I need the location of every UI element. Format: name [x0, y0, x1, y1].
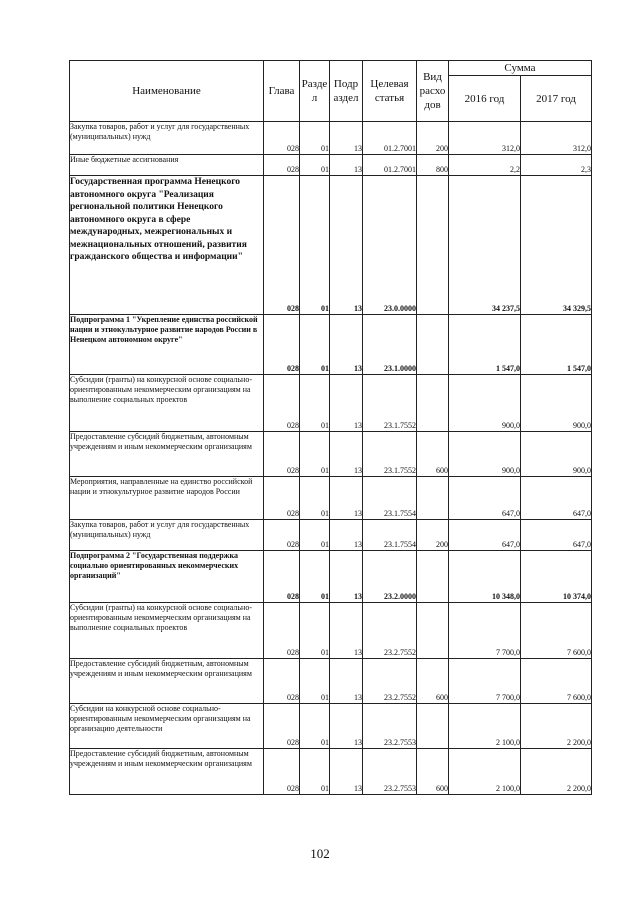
row-razdel: 01 [300, 749, 330, 795]
row-y2017: 1 547,0 [521, 315, 592, 375]
row-y2017: 2 200,0 [521, 704, 592, 749]
row-y2016: 312,0 [449, 122, 521, 155]
row-y2016: 647,0 [449, 520, 521, 551]
row-celevaya: 23.0.0000 [363, 176, 417, 315]
table-row [70, 375, 592, 432]
table-row [70, 477, 592, 520]
row-celevaya: 23.2.7552 [363, 603, 417, 659]
table-row [70, 176, 592, 315]
row-glava: 028 [264, 749, 300, 795]
page-number: 102 [310, 846, 330, 861]
row-glava: 028 [264, 704, 300, 749]
table-row [70, 704, 592, 749]
header-glava: Глава [264, 61, 300, 122]
row-podrazdel: 13 [330, 520, 363, 551]
row-name: Субсидии (гранты) на конкурсной основе социально-ориентированным некоммерческим организациям на выполнение социальных проектов [70, 375, 264, 432]
row-vid [417, 704, 449, 749]
row-y2017: 2 200,0 [521, 749, 592, 795]
header-row-top [70, 61, 592, 76]
row-celevaya: 23.2.0000 [363, 551, 417, 603]
row-podrazdel: 13 [330, 432, 363, 477]
header-podrazdel: Подр аздел [330, 61, 363, 122]
row-name: Предоставление субсидий бюджетным, автономным учреждениям и иным некоммерческим организациям [70, 432, 264, 477]
row-glava: 028 [264, 432, 300, 477]
row-y2016: 2,2 [449, 155, 521, 176]
row-glava: 028 [264, 520, 300, 551]
row-vid: 600 [417, 749, 449, 795]
row-y2017: 7 600,0 [521, 603, 592, 659]
row-vid [417, 315, 449, 375]
row-name: Иные бюджетные ассигнования [70, 155, 264, 176]
row-podrazdel: 13 [330, 122, 363, 155]
row-razdel: 01 [300, 659, 330, 704]
row-razdel: 01 [300, 520, 330, 551]
row-celevaya: 01.2.7001 [363, 155, 417, 176]
row-y2016: 10 348,0 [449, 551, 521, 603]
row-y2016: 900,0 [449, 375, 521, 432]
row-celevaya: 23.1.7552 [363, 375, 417, 432]
table-row [70, 155, 592, 176]
table-row [70, 520, 592, 551]
row-name: Субсидии (гранты) на конкурсной основе социально-ориентированным некоммерческим организациям на выполнение социальных проектов [70, 603, 264, 659]
row-y2017: 2,3 [521, 155, 592, 176]
row-vid: 600 [417, 432, 449, 477]
row-podrazdel: 13 [330, 749, 363, 795]
table-row [70, 659, 592, 704]
row-razdel: 01 [300, 704, 330, 749]
row-y2017: 900,0 [521, 432, 592, 477]
row-vid [417, 551, 449, 603]
row-y2017: 900,0 [521, 375, 592, 432]
row-y2016: 647,0 [449, 477, 521, 520]
row-y2017: 7 600,0 [521, 659, 592, 704]
row-podrazdel: 13 [330, 659, 363, 704]
row-celevaya: 23.1.7554 [363, 520, 417, 551]
row-vid [417, 477, 449, 520]
row-name: Закупка товаров, работ и услуг для государственных (муниципальных) нужд [70, 520, 264, 551]
row-name: Предоставление субсидий бюджетным, автономным учреждениям и иным некоммерческим организациям [70, 749, 264, 795]
row-vid: 200 [417, 122, 449, 155]
header-celevaya: Целевая статья [363, 61, 417, 122]
row-vid [417, 176, 449, 315]
row-y2017: 312,0 [521, 122, 592, 155]
row-name: Государственная программа Ненецкого автономного округа "Реализация региональной политики Ненецкого автономного округа в сфере международных, межрегиональных и межнациональных отношений, развития гражданского общества и информации" [70, 176, 264, 315]
row-podrazdel: 13 [330, 176, 363, 315]
row-podrazdel: 13 [330, 375, 363, 432]
row-y2017: 647,0 [521, 520, 592, 551]
row-razdel: 01 [300, 432, 330, 477]
row-celevaya: 23.1.7554 [363, 477, 417, 520]
row-glava: 028 [264, 375, 300, 432]
row-y2017: 10 374,0 [521, 551, 592, 603]
row-y2017: 34 329,5 [521, 176, 592, 315]
row-y2017: 647,0 [521, 477, 592, 520]
row-podrazdel: 13 [330, 704, 363, 749]
row-vid: 600 [417, 659, 449, 704]
row-razdel: 01 [300, 155, 330, 176]
row-glava: 028 [264, 477, 300, 520]
table-row [70, 749, 592, 795]
row-name: Подпрограмма 1 "Укрепление единства российской нации и этнокультурное развитие народов России в Ненецком автономном округе" [70, 315, 264, 375]
row-podrazdel: 13 [330, 155, 363, 176]
row-y2016: 1 547,0 [449, 315, 521, 375]
row-glava: 028 [264, 155, 300, 176]
row-razdel: 01 [300, 122, 330, 155]
row-glava: 028 [264, 551, 300, 603]
table-row [70, 551, 592, 603]
table-row [70, 432, 592, 477]
row-celevaya: 23.2.7553 [363, 749, 417, 795]
row-name: Предоставление субсидий бюджетным, автономным учреждениям и иным некоммерческим организациям [70, 659, 264, 704]
header-vid: Вид расхо дов [417, 61, 449, 122]
row-razdel: 01 [300, 551, 330, 603]
row-celevaya: 23.2.7553 [363, 704, 417, 749]
row-vid: 200 [417, 520, 449, 551]
row-glava: 028 [264, 176, 300, 315]
row-glava: 028 [264, 659, 300, 704]
header-year-2016: 2016 год [449, 76, 521, 122]
row-glava: 028 [264, 603, 300, 659]
table-row [70, 122, 592, 155]
row-razdel: 01 [300, 315, 330, 375]
table-body [70, 122, 592, 795]
row-razdel: 01 [300, 176, 330, 315]
row-razdel: 01 [300, 375, 330, 432]
table-row [70, 603, 592, 659]
header-name: Наименование [70, 61, 264, 122]
row-y2016: 7 700,0 [449, 603, 521, 659]
header-razdel: Разде л [300, 61, 330, 122]
row-razdel: 01 [300, 603, 330, 659]
row-name: Субсидии на конкурсной основе социально-ориентированным некоммерческим организациям на организацию деятельности [70, 704, 264, 749]
row-podrazdel: 13 [330, 603, 363, 659]
row-podrazdel: 13 [330, 551, 363, 603]
row-vid: 800 [417, 155, 449, 176]
row-name: Закупка товаров, работ и услуг для государственных (муниципальных) нужд [70, 122, 264, 155]
row-celevaya: 01.2.7001 [363, 122, 417, 155]
row-podrazdel: 13 [330, 315, 363, 375]
budget-sheet [69, 60, 591, 795]
row-y2016: 7 700,0 [449, 659, 521, 704]
header-summa: Сумма [449, 61, 592, 76]
row-glava: 028 [264, 122, 300, 155]
row-celevaya: 23.2.7552 [363, 659, 417, 704]
budget-table [69, 60, 592, 795]
row-podrazdel: 13 [330, 477, 363, 520]
row-name: Мероприятия, направленные на единство российской нации и этнокультурное развитие народов России [70, 477, 264, 520]
row-y2016: 34 237,5 [449, 176, 521, 315]
row-y2016: 2 100,0 [449, 704, 521, 749]
row-y2016: 2 100,0 [449, 749, 521, 795]
row-y2016: 900,0 [449, 432, 521, 477]
row-razdel: 01 [300, 477, 330, 520]
row-glava: 028 [264, 315, 300, 375]
row-name: Подпрограмма 2 "Государственная поддержка социально ориентированных некоммерческих организаций" [70, 551, 264, 603]
header-year-2017: 2017 год [521, 76, 592, 122]
row-vid [417, 375, 449, 432]
row-celevaya: 23.1.7552 [363, 432, 417, 477]
table-row [70, 315, 592, 375]
row-celevaya: 23.1.0000 [363, 315, 417, 375]
row-vid [417, 603, 449, 659]
